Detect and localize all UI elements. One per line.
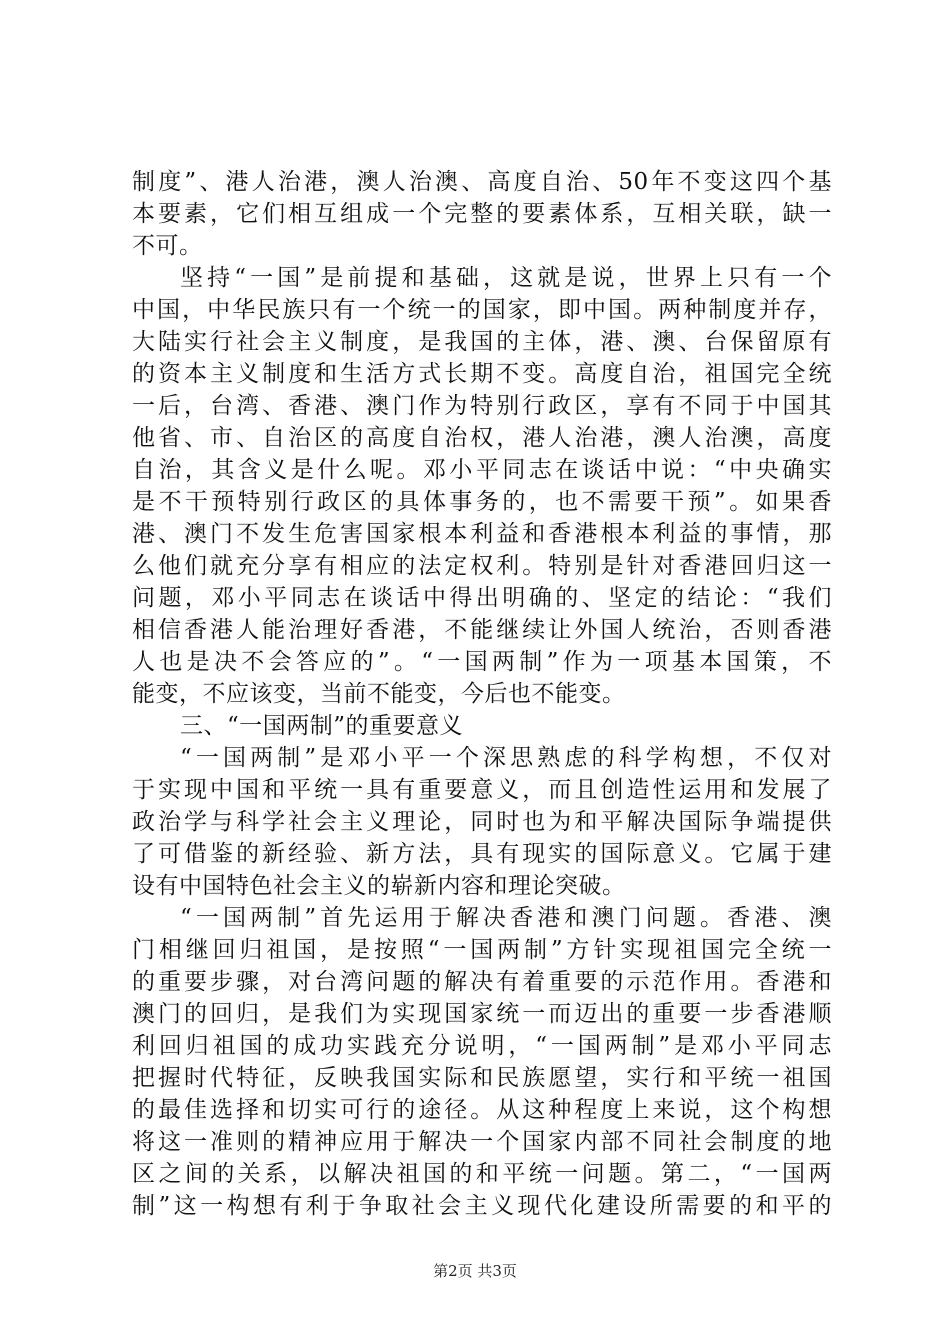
- text-line: 大陆实行社会主义制度，是我国的主体，港、澳、台保留原有: [132, 329, 832, 355]
- text-line: 能变，不应该变，当前不能变，今后也不能变。: [132, 681, 626, 707]
- text-line: “一国两制”首先运用于解决香港和澳门问题。香港、澳: [180, 905, 832, 931]
- text-line: 是不干预特别行政区的具体事务的，也不需要干预”。如果香: [132, 489, 832, 515]
- text-line: 制”这一构想有利于争取社会主义现代化建设所需要的和平的: [132, 1193, 832, 1219]
- body-text: [132, 166, 832, 1222]
- text-line: 政治学与科学社会主义理论，同时也为和平解决国际争端提供: [132, 809, 832, 835]
- text-line: 不可。: [132, 233, 203, 259]
- text-line: 一后，台湾、香港、澳门作为特别行政区，享有不同于中国其: [132, 393, 832, 419]
- text-line: 利回归祖国的成功实践充分说明，“一国两制”是邓小平同志: [132, 1033, 832, 1059]
- text-line: 相信香港人能治理好香港，不能继续让外国人统治，否则香港: [132, 617, 832, 643]
- text-line: 坚持“一国”是前提和基础，这就是说，世界上只有一个: [180, 265, 832, 291]
- text-line: 人也是决不会答应的”。“一国两制”作为一项基本国策，不: [132, 649, 832, 675]
- text-line: 港、澳门不发生危害国家根本利益和香港根本利益的事情，那: [132, 521, 832, 547]
- text-line: 问题，邓小平同志在谈话中得出明确的、坚定的结论：“我们: [132, 585, 832, 611]
- text-line: 把握时代特征，反映我国实际和民族愿望，实行和平统一祖国: [132, 1065, 832, 1091]
- text-line: “一国两制”是邓小平一个深思熟虑的科学构想，不仅对: [180, 745, 832, 771]
- text-line: 区之间的关系，以解决祖国的和平统一问题。第二，“一国两: [132, 1161, 832, 1187]
- text-line: 制度”、港人治港，澳人治澳、高度自治、50年不变这四个基: [132, 169, 832, 195]
- text-line: 了可借鉴的新经验、新方法，具有现实的国际意义。它属于建: [132, 841, 832, 867]
- text-line: 澳门的回归，是我们为实现国家统一而迈出的重要一步香港顺: [132, 1001, 832, 1027]
- text-line: 的资本主义制度和生活方式长期不变。高度自治，祖国完全统: [132, 361, 832, 387]
- text-line: 么他们就充分享有相应的法定权利。特别是针对香港回归这一: [132, 553, 832, 579]
- text-line: 本要素，它们相互组成一个完整的要素体系，互相关联，缺一: [132, 201, 832, 227]
- text-line: 门相继回归祖国，是按照“一国两制”方针实现祖国完全统一: [132, 937, 832, 963]
- text-line: 他省、市、自治区的高度自治权，港人治港，澳人治澳，高度: [132, 425, 832, 451]
- text-line: 的重要步骤，对台湾问题的解决有着重要的示范作用。香港和: [132, 969, 832, 995]
- text-line: 于实现中国和平统一具有重要意义，而且创造性运用和发展了: [132, 777, 832, 803]
- text-line: 的最佳选择和切实可行的途径。从这种程度上来说，这个构想: [132, 1097, 832, 1123]
- text-line: 中国，中华民族只有一个统一的国家，即中国。两种制度并存，: [132, 297, 832, 323]
- text-line: 自治，其含义是什么呢。邓小平同志在谈话中说：“中央确实: [132, 457, 832, 483]
- text-line: 将这一准则的精神应用于解决一个国家内部不同社会制度的地: [132, 1129, 832, 1155]
- page-footer: 第2页 共3页: [433, 1262, 517, 1280]
- text-line: 设有中国特色社会主义的崭新内容和理论突破。: [132, 873, 626, 899]
- text-line: 三、“一国两制”的重要意义: [180, 713, 464, 739]
